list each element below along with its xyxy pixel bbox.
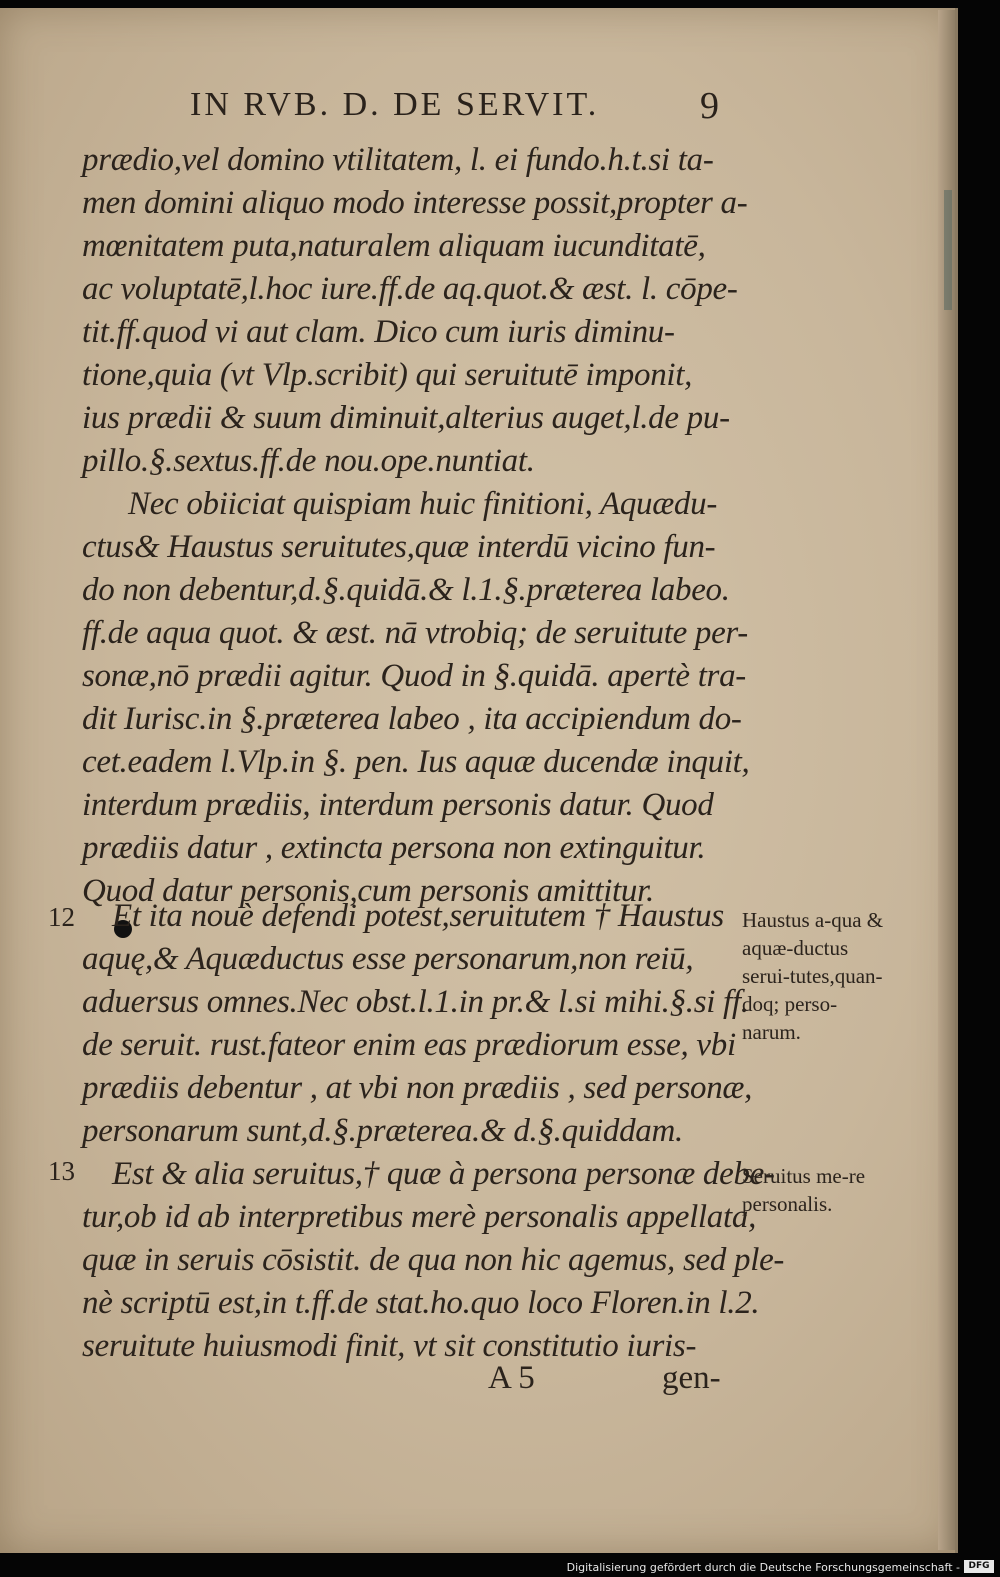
text-line: mœnitatem puta,naturalem aliquam iucunditatē, <box>82 228 706 264</box>
page-number: 9 <box>700 85 719 127</box>
line-number: 12 <box>48 902 75 932</box>
text-line: tit.ff.quod vi aut clam. Dico cum iuris diminu- <box>82 314 675 350</box>
text-line: seruitute huiusmodi finit, vt sit constitutio iuris- <box>82 1328 697 1364</box>
marginal-note: Haustus a-qua & aquæ-ductus serui-tutes,quan-doq; perso-narum. <box>742 908 884 1044</box>
text-line: prædiis debentur , at vbi non prædiis , sed personæ, <box>82 1070 753 1106</box>
text-line: ff.de aqua quot. & æst. nā vtrobiq; de seruitute per- <box>82 615 748 651</box>
text-line: sonæ,nō prædii agitur. Quod in §.quidā. apertè tra- <box>82 658 746 694</box>
text-line: men domini aliquo modo interesse possit,propter a- <box>82 185 748 221</box>
text-line: de seruit. rust.fateor enim eas prædiorum esse, vbi <box>82 1027 736 1063</box>
running-head: IN RVB. D. DE SERVIT. <box>190 86 600 123</box>
text-line: prædio,vel domino vtilitatem, l. ei fundo.h.t.si ta- <box>82 142 714 178</box>
text-line: personarum sunt,d.§.præterea.& d.§.quiddam. <box>82 1113 683 1149</box>
dfg-logo: DFG <box>964 1560 994 1573</box>
text-line: ctus& Haustus seruitutes,quæ interdū vicino fun- <box>82 529 716 565</box>
catchword: gen- <box>662 1360 721 1396</box>
text-line: Quod datur personis,cum personis amittitur. <box>82 873 654 909</box>
text-line: tur,ob id ab interpretibus merè personalis appellata, <box>82 1199 757 1235</box>
text-line: interdum prædiis, interdum personis datur. Quod <box>82 787 714 823</box>
text-line: nè scriptū est,in t.ff.de stat.ho.quo loco Floren.in l.2. <box>82 1285 760 1321</box>
text-line: quæ in seruis cōsistit. de qua non hic agemus, sed ple- <box>82 1242 785 1278</box>
text-line: dit Iurisc.in §.præterea labeo , ita accipiendum do- <box>82 701 742 737</box>
text-line: tione,quia (vt Vlp.scribit) qui seruitutē imponit, <box>82 357 693 393</box>
text-line: Nec obiiciat quispiam huic finitioni, Aquædu- <box>128 486 718 522</box>
signature-mark: A 5 <box>488 1360 535 1396</box>
footer-bar <box>0 1557 1000 1577</box>
text-line: pillo.§.sextus.ff.de nou.ope.nuntiat. <box>82 443 535 479</box>
text-line: Est & alia seruitus,† quæ à persona personæ debe- <box>112 1156 775 1192</box>
marginal-note: Seruitus me-re personalis. <box>742 1164 866 1216</box>
text-line: ius prædii & suum diminuit,alterius auget,l.de pu- <box>82 400 730 436</box>
text-line: Et ita nouè defendi potest,seruitutem † Haustus <box>112 898 724 934</box>
footer-credit: Digitalisierung gefördert durch die Deutsche Forschungsgemeinschaft - <box>566 1561 960 1574</box>
text-line: aduersus omnes.Nec obst.l.1.in pr.& l.si mihi.§.si ff. <box>82 984 749 1020</box>
text-line: do non debentur,d.§.quidā.& l.1.§.præterea labeo. <box>82 572 730 608</box>
line-number: 13 <box>48 1156 75 1186</box>
text-line: prædiis datur , extincta persona non extinguitur. <box>82 830 706 866</box>
text-line: aquę,& Aquæductus esse personarum,non reiū, <box>82 941 694 977</box>
text-line: ac voluptatē,l.hoc iure.ff.de aq.quot.& æst. l. cōpe- <box>82 271 738 307</box>
page-edge-mark <box>944 190 952 310</box>
text-line: cet.eadem l.Vlp.in §. pen. Ius aquæ ducendæ inquit, <box>82 744 750 780</box>
